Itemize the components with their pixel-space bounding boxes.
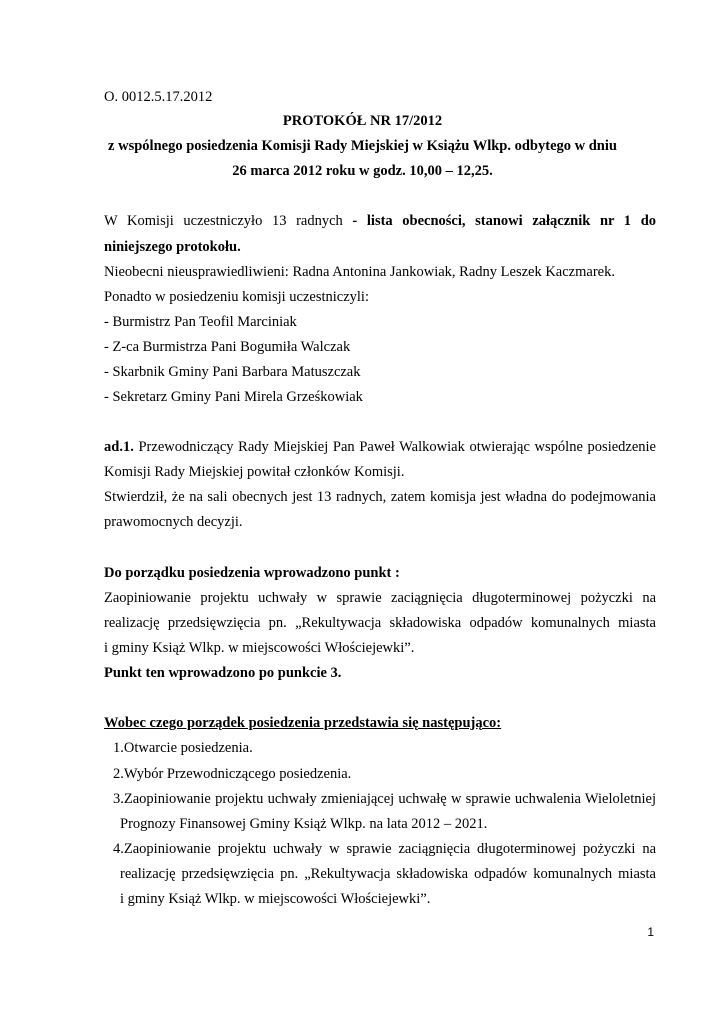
also-present-heading: Ponadto w posiedzeniu komisji uczestniczyli: — [104, 289, 369, 305]
agenda-item-3-line2: Prognozy Finansowej Gminy Książ Wlkp. na lata 2012 – 2021. — [120, 816, 488, 832]
participant-item: - Skarbnik Gminy Pani Barbara Matuszczak — [104, 364, 361, 380]
attendance-text: W Komisji uczestniczyło 13 radnych — [104, 213, 353, 229]
ad1-text: Przewodniczący Rady Miejskiej Pan Paweł Walkowiak otwierając wspólne posiedzenie — [133, 439, 656, 455]
agenda-added-heading: Do porządku posiedzenia wprowadzono punkt : — [104, 565, 400, 581]
participant-item: - Z-ca Burmistrza Pani Bogumiła Walczak — [104, 339, 351, 355]
ad1-line3: Stwierdził, że na sali obecnych jest 13 radnych, zatem komisja jest władna do podejmowania — [104, 489, 656, 505]
attendance-line1 — [104, 212, 656, 230]
agenda-added-line2: realizację przedsięwzięcia pn. „Rekultywacja składowiska odpadów komunalnych miasta — [104, 615, 656, 631]
agenda-item-4-line3: i gminy Książ Wlkp. w miejscowości Włościejewki”. — [120, 891, 431, 907]
ad1-line4: prawomocnych decyzji. — [104, 514, 243, 530]
document-subtitle-line2: 26 marca 2012 roku w godz. 10,00 – 12,25. — [232, 163, 493, 179]
page-number: 1 — [647, 925, 654, 939]
document-subtitle-line1: z wspólnego posiedzenia Komisji Rady Miejskiej w Książu Wlkp. odbytego w dniu — [108, 138, 617, 154]
agenda-item-3-line1: 3.Zaopiniowanie projektu uchwały zmieniającej uchwałę w sprawie uchwalenia Wieloletniej — [113, 791, 656, 807]
agenda-added-note: Punkt ten wprowadzono po punkcie 3. — [104, 665, 342, 681]
ad1-line2: Komisji Rady Miejskiej powitał członków Komisji. — [104, 464, 405, 480]
ad1-label: ad.1. — [104, 439, 134, 455]
agenda-added-line1: Zaopiniowanie projektu uchwały w sprawie zaciągnięcia długoterminowej pożyczki na — [104, 590, 656, 606]
agenda-item: 2.Wybór Przewodniczącego posiedzenia. — [113, 766, 352, 782]
document-reference: O. 0012.5.17.2012 — [104, 89, 213, 105]
attendance-attachment-note: - lista obecności, stanowi załącznik nr 1 do — [352, 213, 657, 229]
absent-members: Nieobecni nieusprawiedliwieni: Radna Antonina Jankowiak, Radny Leszek Kaczmarek. — [104, 264, 615, 280]
agenda-item-4-line2: realizację przedsięwzięcia pn. „Rekultywacja składowiska odpadów komunalnych miasta — [120, 866, 656, 882]
participant-item: - Sekretarz Gminy Pani Mirela Grześkowiak — [104, 389, 363, 405]
ad1-line1 — [104, 438, 656, 456]
agenda-heading: Wobec czego porządek posiedzenia przedstawia się następująco: — [104, 715, 502, 731]
attendance-line2: niniejszego protokołu. — [104, 239, 241, 255]
agenda-item-4-line1: 4.Zaopiniowanie projektu uchwały w sprawie zaciągnięcia długoterminowej pożyczki na — [113, 841, 656, 857]
participant-item: - Burmistrz Pan Teofil Marciniak — [104, 314, 297, 330]
agenda-item: 1.Otwarcie posiedzenia. — [113, 740, 253, 756]
document-title: PROTOKÓŁ NR 17/2012 — [282, 113, 443, 129]
agenda-added-line3: i gminy Książ Wlkp. w miejscowości Włościejewki”. — [104, 640, 415, 656]
